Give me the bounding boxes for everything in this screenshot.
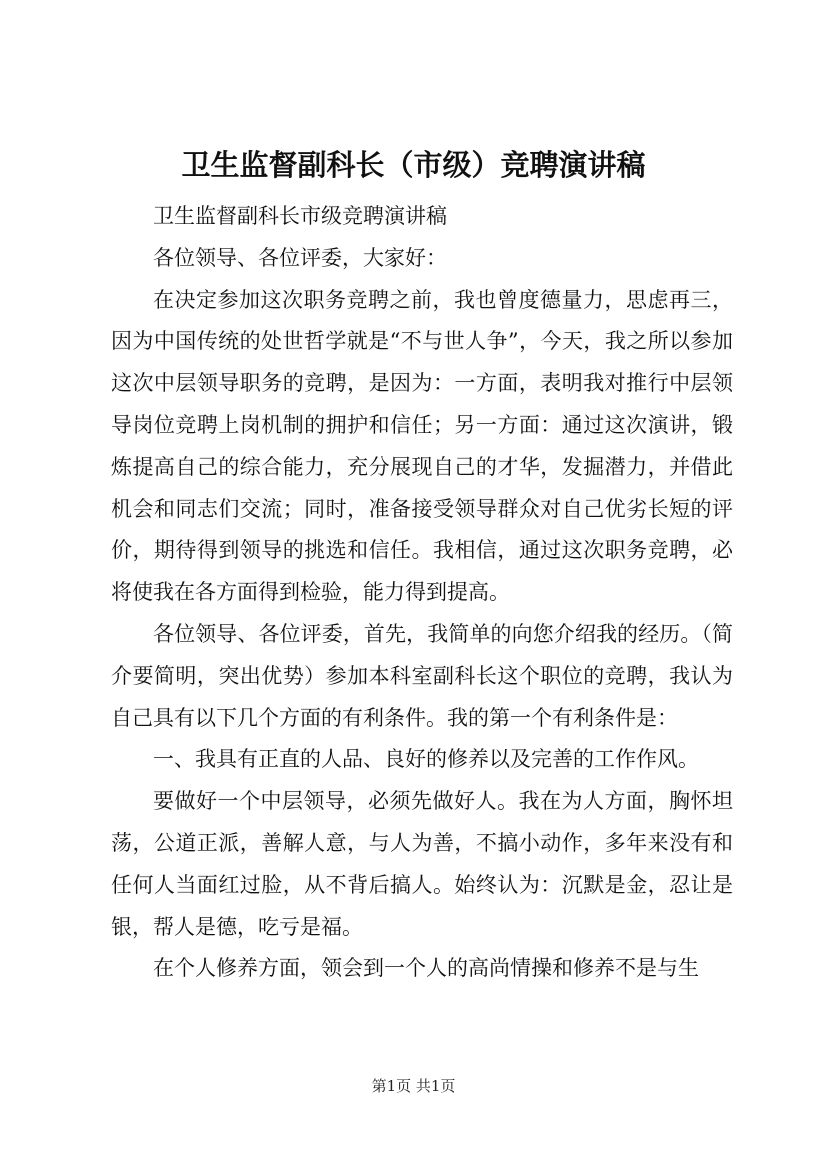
subtitle-paragraph: 卫生监督副科长市级竞聘演讲稿	[153, 204, 447, 228]
page-footer	[0, 1076, 827, 1096]
body-paragraph: 要做好一个中层领导，必须先做好人。我在为人方面，胸怀坦荡，公道正派，善解人意，与人为善，不搞小动作，多年来没有和任何人当面红过脸，从不背后搞人。始终认为：沉默是金，忍让是银，帮人是德，吃亏是福。	[111, 789, 733, 939]
body-paragraph: 在决定参加这次职务竞聘之前，我也曾度德量力，思虑再三，因为中国传统的处世哲学就是“不与世人争”，今天，我之所以参加这次中层领导职务的竞聘，是因为：一方面，表明我对推行中层领导岗位竞聘上岗机制的拥护和信任；另一方面：通过这次演讲，锻炼提高自己的综合能力，充分展现自己的才华，发掘潜力，并借此机会和同志们交流；同时，准备接受领导群众对自己优劣长短的评价，期待得到领导的挑选和信任。我相信，通过这次职务竞聘，必将使我在各方面得到检验，能力得到提高。	[111, 287, 733, 605]
total-pages: 共1页	[415, 1077, 456, 1095]
body-paragraph: 各位领导、各位评委，首先，我简单的向您介绍我的经历。（简介要简明，突出优势）参加本科室副科长这个职位的竞聘，我认为自己具有以下几个方面的有利条件。我的第一个有利条件是：	[111, 621, 733, 730]
greeting-paragraph: 各位领导、各位评委，大家好：	[153, 245, 447, 270]
page-number: 第1页	[371, 1077, 412, 1095]
section-heading-paragraph: 一、我具有正直的人品、良好的修养以及完善的工作作风。	[153, 747, 699, 772]
document-body	[111, 196, 733, 990]
document-title: 卫生监督副科长（市级）竞聘演讲稿	[181, 148, 646, 182]
body-paragraph: 在个人修养方面，领会到一个人的高尚情操和修养不是与生	[153, 956, 699, 981]
